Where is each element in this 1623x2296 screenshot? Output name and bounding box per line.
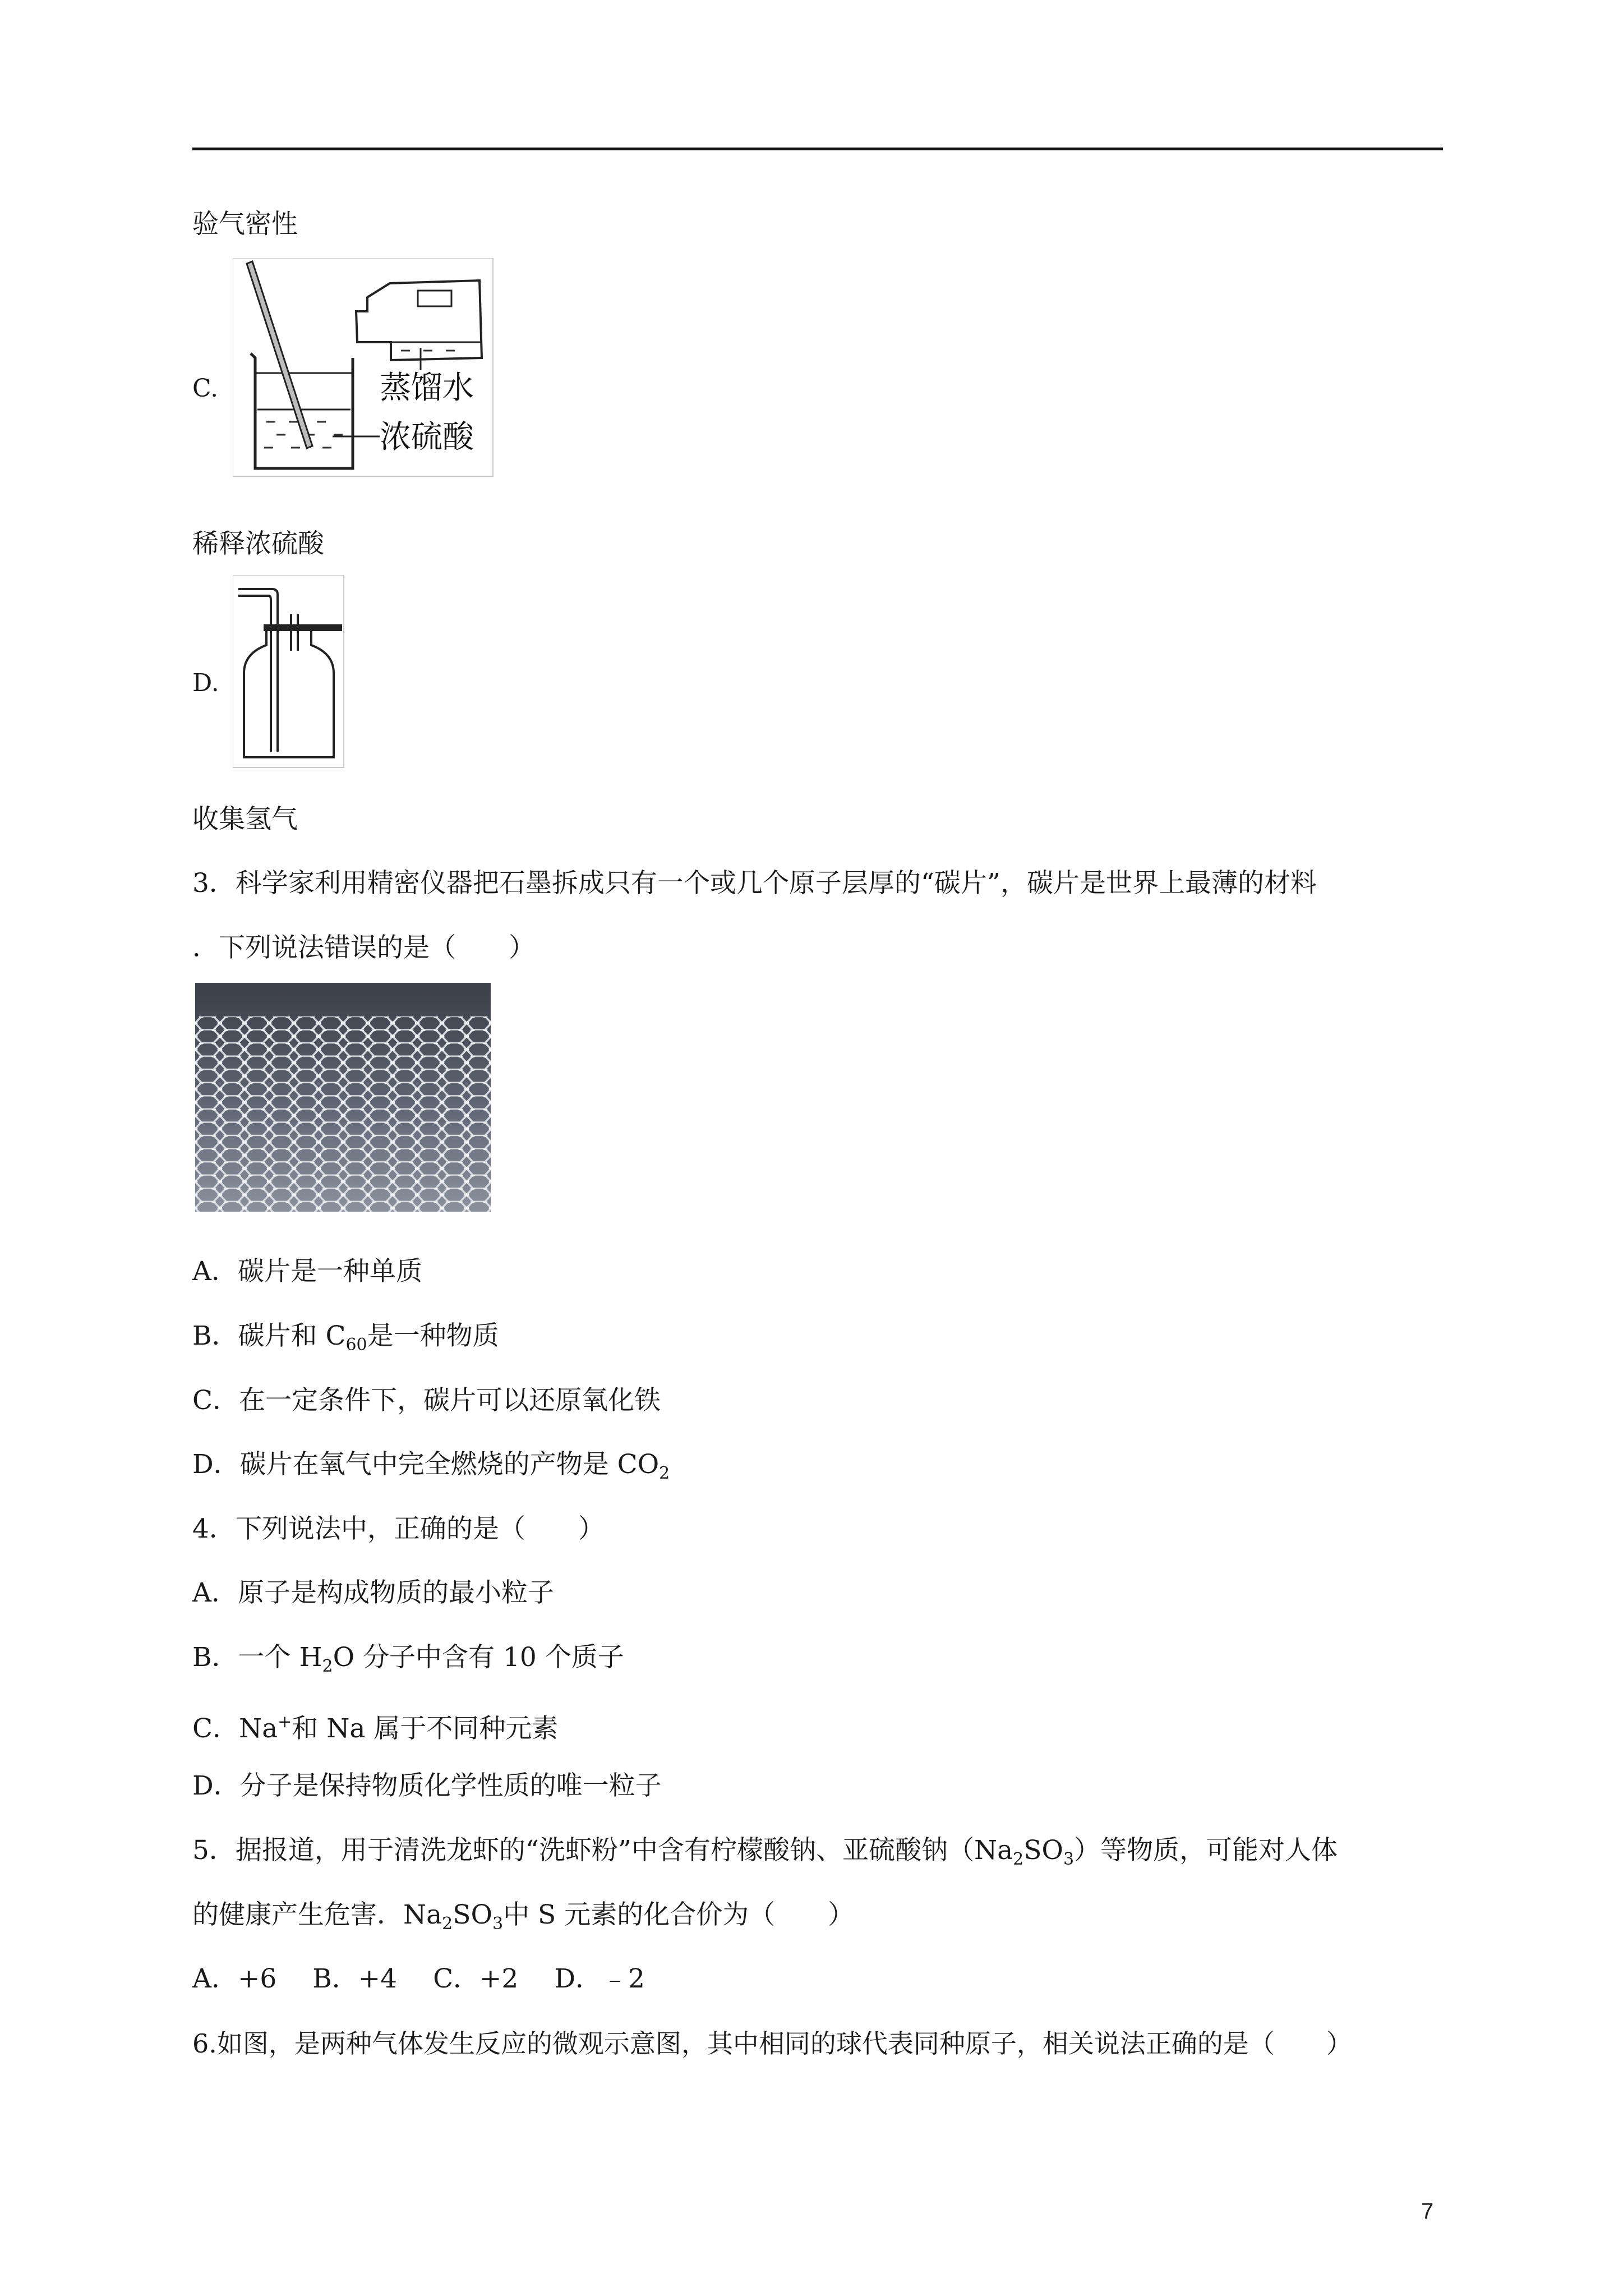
q5-option-a: A．+6: [192, 1963, 277, 1994]
q5-stem-line1: 5．据报道，用于清洗龙虾的“洗虾粉”中含有柠檬酸钠、亚硫酸钠$(Na_2SO_3)$等物质，可能对人体: [192, 1835, 1338, 1869]
q3-option-a: A．碳片是一种单质: [192, 1256, 422, 1287]
q4-option-c: C．Na+和 Na 属于不同种元素: [192, 1712, 559, 1744]
q3-stem-line2: ．下列说法错误的是（ ）: [192, 932, 535, 963]
q3-option-b: B．碳片和 $C_{60}$是一种物质: [192, 1320, 499, 1355]
caption-airtightness: 验气密性: [192, 209, 298, 240]
q5-stem-line2: 的健康产生危害．$Na_2SO_3$中 S 元素的化合价为（ ）: [192, 1899, 855, 1934]
q5-option-d: D．﹣2: [554, 1963, 645, 1994]
page-number: 7: [1421, 2199, 1434, 2224]
q5-option-c: C．+2: [433, 1963, 519, 1994]
q6-stem: 6.如图，是两种气体发生反应的微观示意图，其中相同的球代表同种原子，相关说法正确的是（ ）: [192, 2028, 1352, 2059]
q4-stem: 4．下列说法中，正确的是（ ）: [192, 1513, 605, 1544]
q4-option-b: B．一个 $H_2O$ 分子中含有 10 个质子: [192, 1642, 624, 1676]
q3-option-d: D．碳片在氧气中完全燃烧的产物是 $CO_2$: [192, 1449, 670, 1483]
option-d-letter: D.: [192, 669, 219, 697]
q5-option-b: B．+4: [312, 1963, 398, 1994]
graphene-lattice-image: [195, 983, 491, 1212]
option-c-letter: C.: [192, 374, 219, 403]
label-distilled-water: 蒸馏水: [380, 370, 474, 406]
q5-options: [192, 1962, 645, 1996]
q4-option-a: A．原子是构成物质的最小粒子: [192, 1577, 554, 1608]
caption-collect-hydrogen: 收集氢气: [192, 804, 298, 835]
gas-collecting-bottle-figure: [233, 575, 345, 769]
header-rule: [192, 148, 1443, 150]
q4-option-d: D．分子是保持物质化学性质的唯一粒子: [192, 1770, 662, 1801]
q3-option-c: C．在一定条件下，碳片可以还原氧化铁: [192, 1385, 661, 1416]
label-concentrated-acid: 浓硫酸: [380, 419, 474, 455]
caption-dilute-acid: 稀释浓硫酸: [192, 528, 324, 559]
dilute-sulfuric-acid-figure: [233, 258, 494, 477]
q3-stem-line1: 3．科学家利用精密仪器把石墨拆成只有一个或几个原子层厚的“碳片”，碳片是世界上最薄的材料: [192, 868, 1317, 899]
